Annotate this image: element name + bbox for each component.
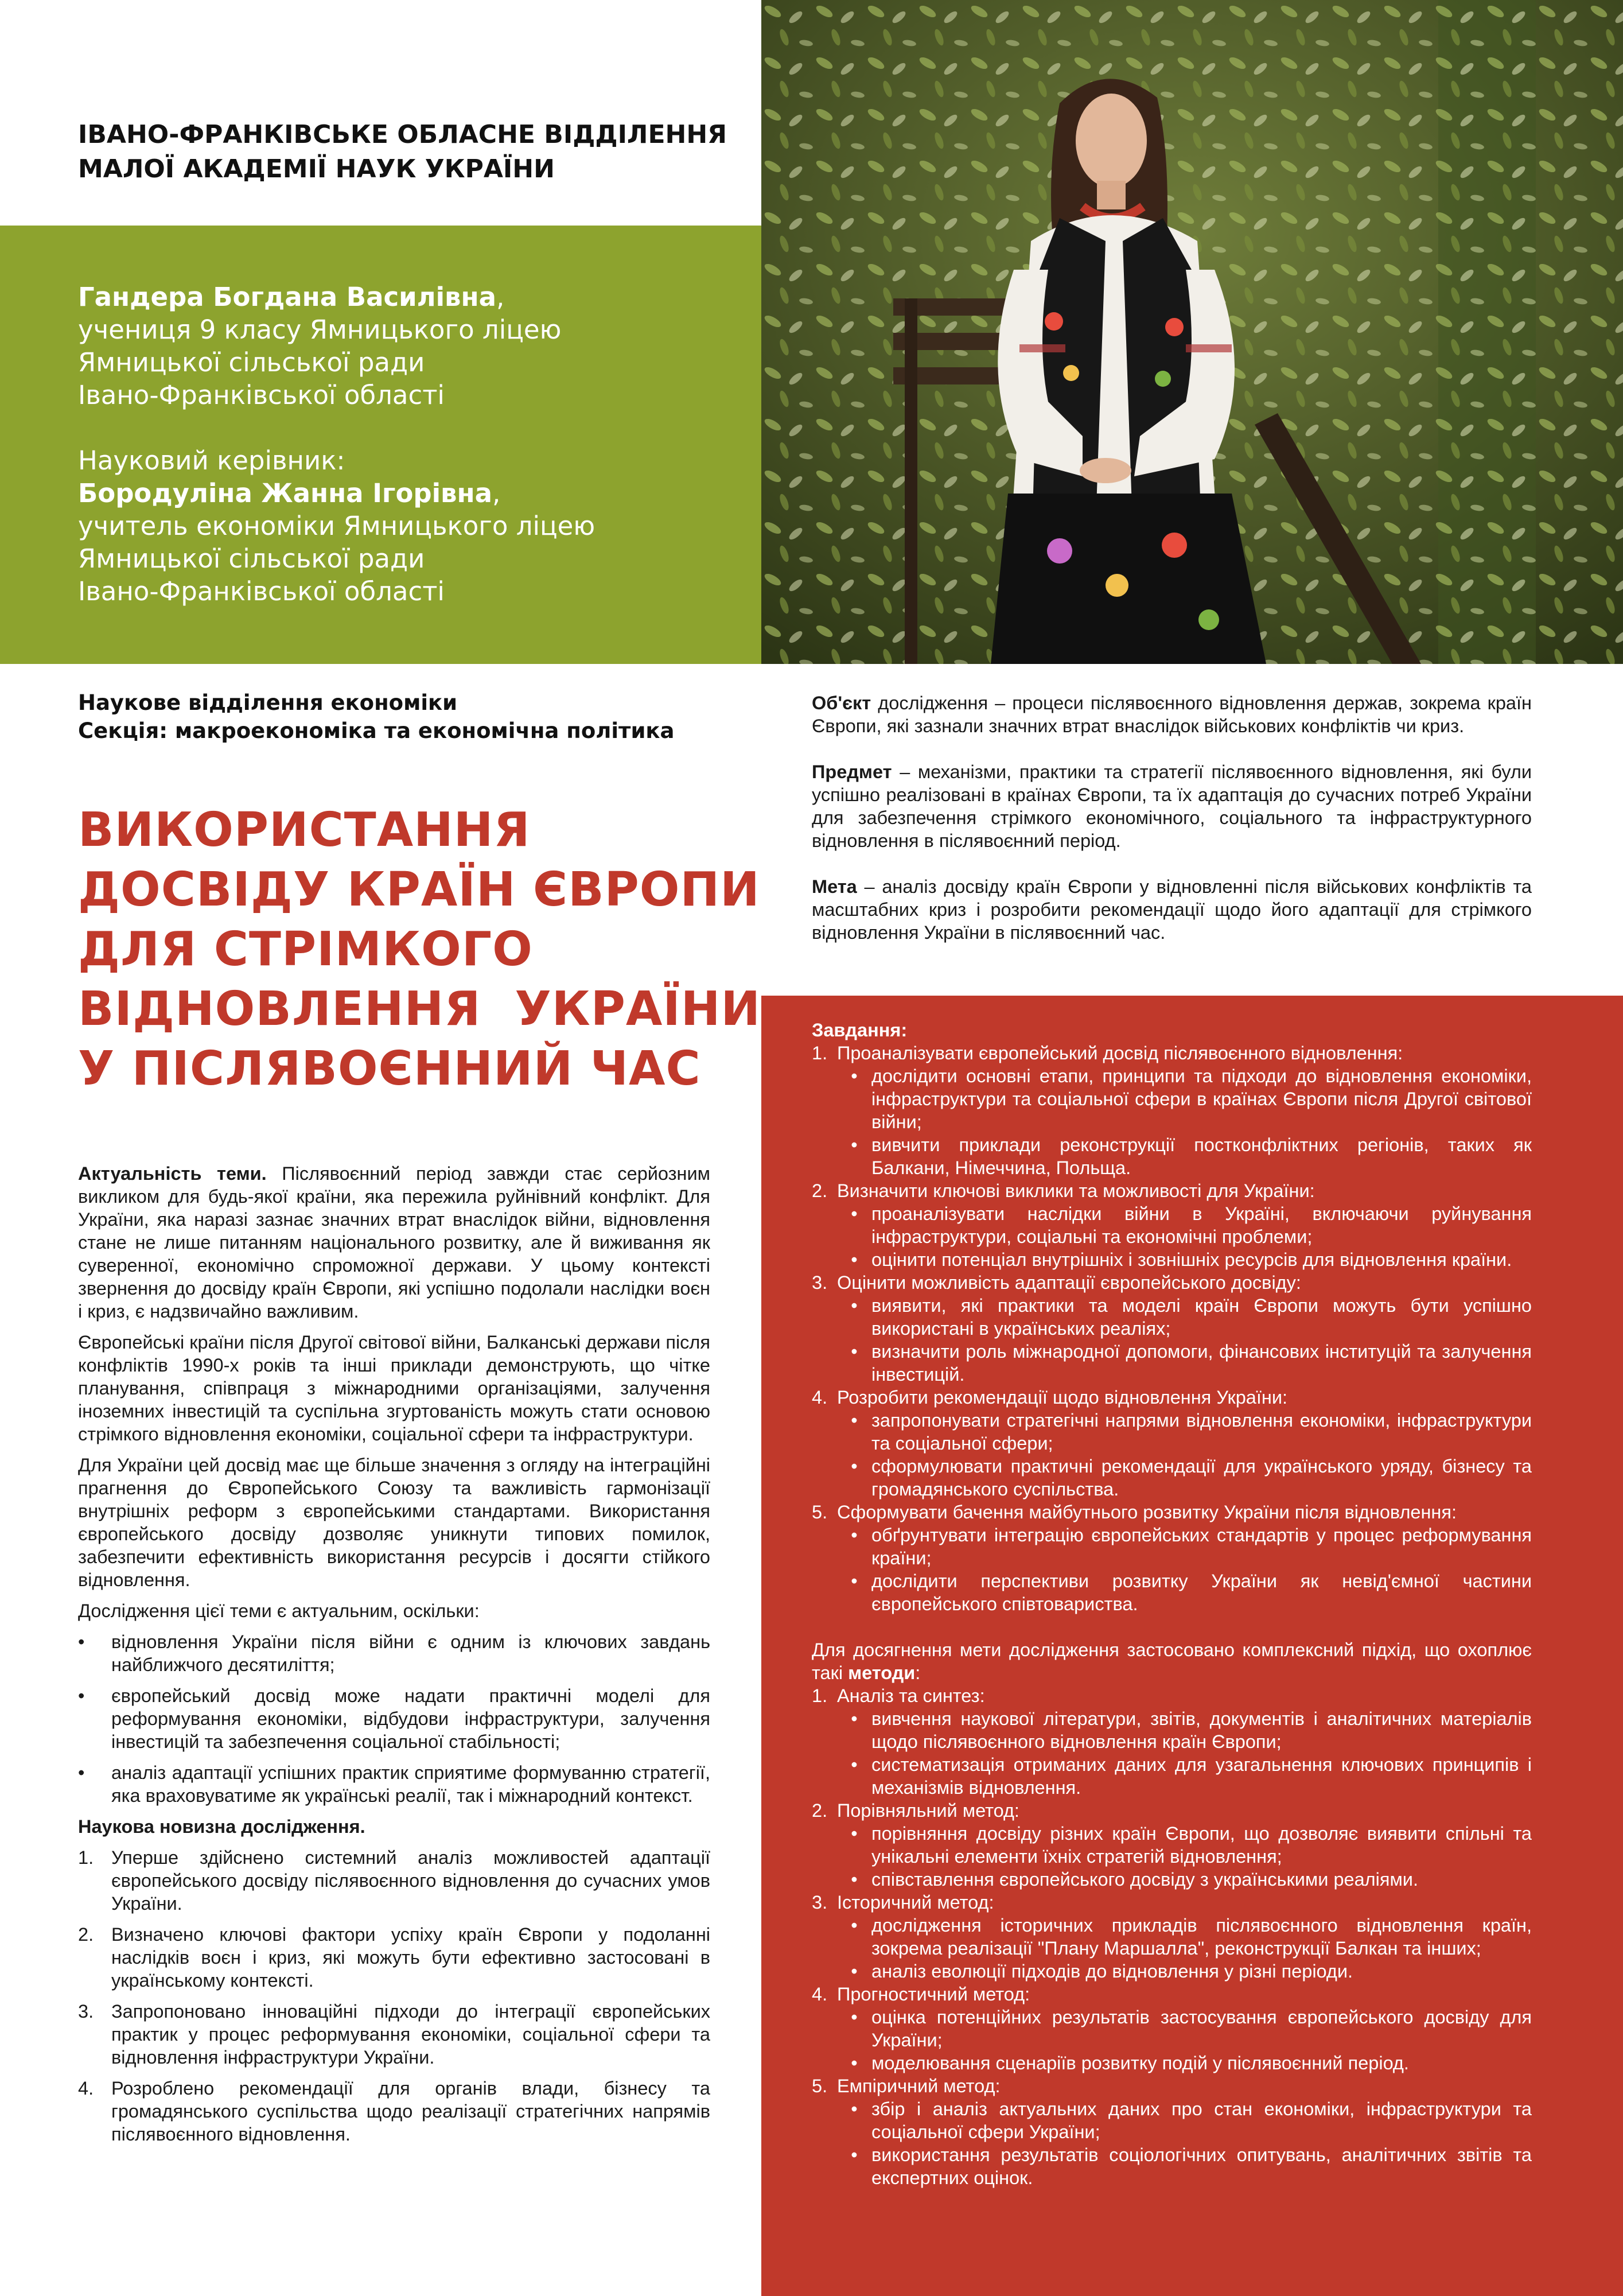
object-paragraph: Об'єкт дослідження – процеси післявоєнного відновлення держав, зокрема країн Європи, які зазнали значних втрат внаслідок військових конфліктів чи криз. xyxy=(812,693,1532,736)
method-item: 1. Аналіз та синтез: xyxy=(812,1685,985,1706)
method-item: 3. Історичний метод: xyxy=(812,1892,994,1913)
task-item: 2. Визначити ключові виклики та можливості для України: xyxy=(812,1180,1315,1201)
goal-paragraph: Мета – аналіз досвіду країн Європи у відновленні після військових конфліктів та масштабних криз і розробити рекомендації щодо його адаптації для стрімкого відновлення України в післявоєнний час. xyxy=(812,876,1532,943)
method-subitem: • використання результатів соціологічних опитувань, аналітичних звітів та експертних оцінок. xyxy=(851,2145,1532,2188)
task-item: 3. Оцінити можливість адаптації європейського досвіду: xyxy=(812,1272,1301,1293)
method-subitem: • аналіз еволюції підходів до відновлення у різні періоди. xyxy=(851,1961,1353,1982)
relevance-bullet: • європейський досвід може надати практичні моделі для реформування економіки, відбудови інфраструктури, залучення інвестицій та забезпечення соціальної стабільності; xyxy=(78,1685,710,1752)
task-subitem: • оцінити потенціал внутрішніх і зовнішніх ресурсів для відновлення країни. xyxy=(851,1249,1512,1270)
supervisor-label: Науковий керівник: xyxy=(78,445,345,476)
method-subitem: • співставлення європейського досвіду з українськими реаліями. xyxy=(851,1869,1418,1890)
relevance-label: Актуальність теми. xyxy=(78,1163,267,1184)
method-subitem: • дослідження історичних прикладів післявоєнного відновлення країн, зокрема реалізації "Плану Маршалла", реконструкції Балкан та інших; xyxy=(851,1915,1532,1959)
tasks-heading: Завдання: xyxy=(812,1020,908,1040)
task-item: 1. Проаналізувати європейський досвід післявоєнного відновлення: xyxy=(812,1043,1403,1063)
task-subitem: • обґрунтувати інтеграцію європейських стандартів у процес реформування країни; xyxy=(851,1525,1532,1568)
department-name: Наукове відділення економіки xyxy=(78,690,458,715)
method-subitem: • порівняння досвіду різних країн Європи, що дозволяє виявити спільні та унікальні елементи їхніх стратегій відновлення; xyxy=(851,1823,1532,1867)
method-item: 4. Прогностичний метод: xyxy=(812,1984,1030,2004)
tasks-methods-content xyxy=(812,1019,1532,2189)
task-subitem: • дослідити перспективи розвитку України як невід'ємної частини європейського співтовариства. xyxy=(851,1571,1532,1614)
author-photo xyxy=(761,0,1623,664)
supervisor-name-line: Бородуліна Жанна Ігорівна, xyxy=(78,478,501,508)
title-line-2: ДОСВІДУ КРАЇН ЄВРОПИ xyxy=(78,863,760,917)
novelty-item: 2. Визначено ключові фактори успіху країн Європи у подоланні наслідків воєн і криз, які можуть бути ефективно застосовані в українському контексті. xyxy=(78,1924,710,1991)
methods-list xyxy=(812,1684,1532,2189)
method-subitem: • вивчення наукової літератури, звітів, документів і аналітичних матеріалів щодо післявоєнного відновлення країн Європи; xyxy=(851,1708,1532,1752)
tasks-list xyxy=(812,1042,1532,1615)
relevance-bullet: • відновлення України після війни є одним із ключових завдань найближчого десятиліття; xyxy=(78,1631,710,1675)
task-subitem: • запропонувати стратегічні напрями відновлення економіки, інфраструктури та соціальної сфери; xyxy=(851,1410,1532,1454)
left-body xyxy=(78,1162,710,2154)
method-item: 2. Порівняльний метод: xyxy=(812,1800,1019,1821)
relevance-paragraph-2: Європейські країни після Другої світової війни, Балканські держави після конфліктів 1990-х років та інші приклади демонструють, що чітке планування, співпраця з міжнародними організаціями, залучення іноземних інвестицій та суспільна згуртованість можуть стати основою стрімкого відновлення економіки, соціальної сфери та інфраструктури. xyxy=(78,1332,710,1444)
novelty-item: 1. Уперше здійснено системний аналіз можливостей адаптації європейського досвіду післявоєнного відновлення до сучасних умов України. xyxy=(78,1847,710,1914)
method-subitem: • систематизація отриманих даних для узагальнення ключових принципів і механізмів відновлення. xyxy=(851,1754,1532,1798)
org-line-2: МАЛОЇ АКАДЕМІЇ НАУК УКРАЇНИ xyxy=(78,154,555,184)
title-line-1: ВИКОРИСТАННЯ xyxy=(78,803,531,857)
methods-intro: Для досягнення мети дослідження застосовано комплексний підхід, що охоплює такі методи: xyxy=(812,1640,1532,1683)
main-title xyxy=(78,801,761,1099)
task-subitem: • визначити роль міжнародної допомоги, фінансових інституцій та залучення інвестицій. xyxy=(851,1341,1532,1385)
relevance-paragraph-3: Для України цей досвід має ще більше значення з огляду на інтеграційні прагнення до Європейського Союзу та важливість гармонізації внутрішніх реформ з європейськими стандартами. Використання європейського досвіду дозволяє уникнути типових помилок, забезпечити ефективність використання ресурсів і досягти стійкого відновлення. xyxy=(78,1455,710,1590)
task-subitem: • дослідити основні етапи, принципи та підходи до відновлення економіки, інфраструктури та соціальної сфери в країнах Європи після Другої світової війни; xyxy=(851,1066,1532,1132)
research-definitions xyxy=(812,691,1532,967)
supervisor-name: Бородуліна Жанна Ігорівна xyxy=(78,478,492,508)
relevance-paragraph-1: Актуальність теми. Післявоєнний період завжди стає серйозним викликом для будь-якої країни, яка пережила руйнівний конфлікт. Для України, яка наразі зазнає значних втрат внаслідок війни, відновлення стане не лише питанням національного розвитку, але й виживання як суверенної, економічно спроможної держави. У цьому контексті звернення до досвіду країн Європи, які успішно подолали наслідки воєн і криз, є надзвичайно важливим. xyxy=(78,1163,710,1322)
task-item: 5. Сформувати бачення майбутнього розвитку України після відновлення: xyxy=(812,1502,1457,1522)
novelty-heading: Наукова новизна дослідження. xyxy=(78,1816,365,1837)
author-school: учениця 9 класу Ямницького ліцею xyxy=(78,314,562,345)
author-panel xyxy=(0,226,761,664)
subject-label: Предмет xyxy=(812,762,892,782)
section-info xyxy=(78,689,744,745)
title-line-3: ДЛЯ СТРІМКОГО xyxy=(78,922,533,977)
goal-label: Мета xyxy=(812,876,857,897)
author-region: Івано-Франківської області xyxy=(78,380,445,410)
author-council: Ямницької сільської ради xyxy=(78,347,425,378)
task-subitem: • проаналізувати наслідки війни в Україні, включаючи руйнування інфраструктури, соціальні та економічні проблеми; xyxy=(851,1203,1532,1247)
method-subitem: • збір і аналіз актуальних даних про стан економіки, інфраструктури та соціальної сфери України; xyxy=(851,2099,1532,2142)
supervisor-council: Ямницької сільської ради xyxy=(78,543,425,574)
task-item: 4. Розробити рекомендації щодо відновлення України: xyxy=(812,1387,1288,1408)
method-subitem: • оцінка потенційних результатів застосування європейського досвіду для України; xyxy=(851,2007,1532,2050)
supervisor-region: Івано-Франківської області xyxy=(78,576,445,607)
method-item: 5. Емпіричний метод: xyxy=(812,2076,1001,2096)
novelty-item: 4. Розроблено рекомендації для органів влади, бізнесу та громадянського суспільства щодо реалізації стратегічних напрямів післявоєнного відновлення. xyxy=(78,2078,710,2145)
photo-illustration xyxy=(761,0,1623,664)
org-line-1: ІВАНО-ФРАНКІВСЬКЕ ОБЛАСНЕ ВІДДІЛЕННЯ xyxy=(78,120,727,149)
methods-keyword: методи xyxy=(848,1662,916,1683)
title-line-4: ВІДНОВЛЕННЯ УКРАЇНИ xyxy=(78,982,761,1036)
author-name: Гандера Богдана Василівна xyxy=(78,282,496,312)
task-subitem: • сформулювати практичні рекомендації для українського уряду, бізнесу та громадянського суспільства. xyxy=(851,1456,1532,1499)
novelty-item: 3. Запропоновано інноваційні підходи до інтеграції європейських практик у процес реформування економіки, соціальної сфери та відновлення інфраструктури України. xyxy=(78,2001,710,2068)
supervisor-position: учитель економіки Ямницького ліцею xyxy=(78,511,596,541)
subject-paragraph: Предмет – механізми, практики та стратегії післявоєнного відновлення, які були успішно реалізовані в країнах Європи, та їх адаптація до сучасних потреб України для забезпечення стрімкого економічного, соціального та інфраструктурного відновлення в післявоєнний період. xyxy=(812,762,1532,851)
section-name: Секція: макроекономіка та економічна політика xyxy=(78,718,675,743)
method-subitem: • моделювання сценаріїв розвитку подій у післявоєнний період. xyxy=(851,2053,1409,2073)
relevance-paragraph-4: Дослідження цієї теми є актуальним, оскільки: xyxy=(78,1600,480,1621)
task-subitem: • виявити, які практики та моделі країн Європи можуть бути успішно використані в українських реаліях; xyxy=(851,1295,1532,1339)
author-name-line: Гандера Богдана Василівна, xyxy=(78,282,505,312)
task-subitem: • вивчити приклади реконструкції постконфліктних регіонів, таких як Балкани, Німеччина, Польща. xyxy=(851,1135,1532,1178)
relevance-bullet: • аналіз адаптації успішних практик сприятиме формуванню стратегії, яка враховуватиме як українські реалії, так і міжнародний контекст. xyxy=(78,1762,710,1806)
title-line-5: У ПІСЛЯВОЄННИЙ ЧАС xyxy=(78,1042,701,1096)
organization-header xyxy=(78,118,744,187)
object-label: Об'єкт xyxy=(812,693,871,713)
tasks-methods-panel xyxy=(761,996,1623,2296)
